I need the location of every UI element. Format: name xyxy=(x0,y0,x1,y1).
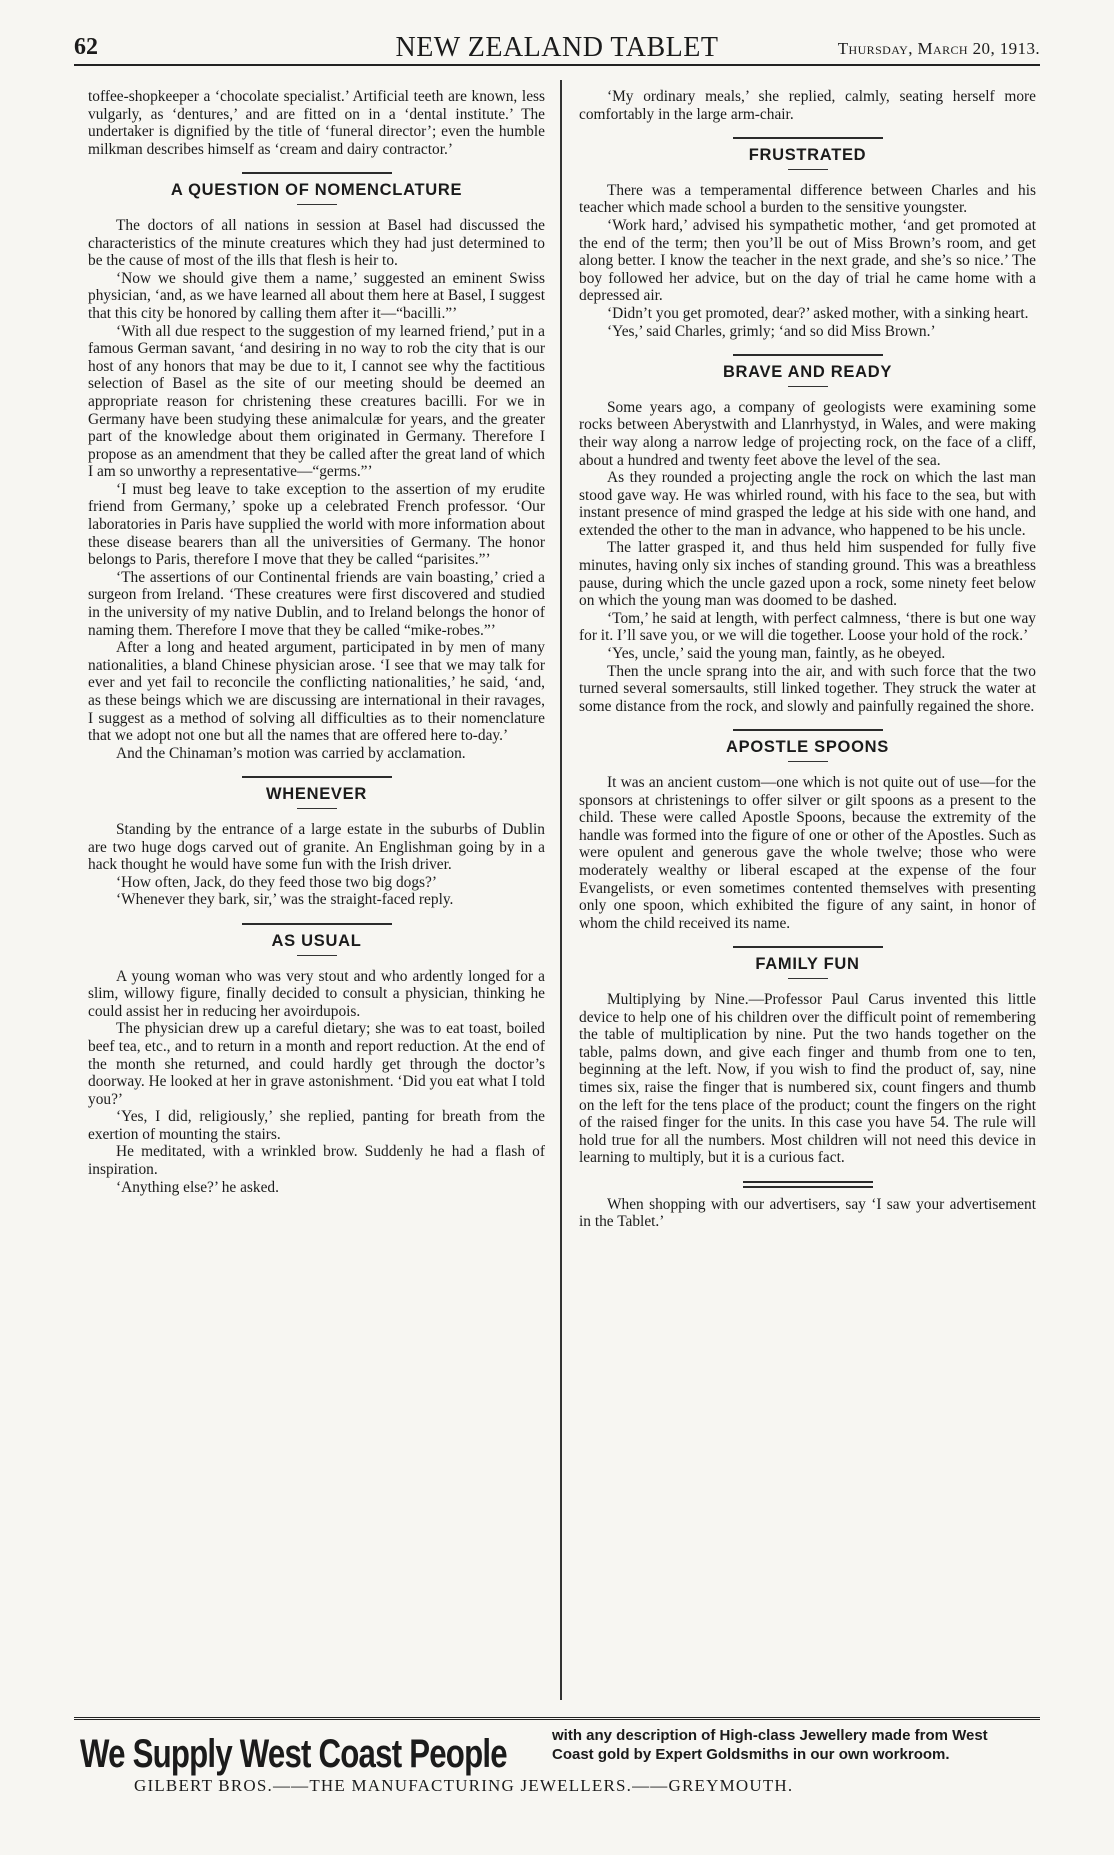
article-brave-and-ready xyxy=(579,364,1036,715)
article-family-fun xyxy=(579,956,1036,1167)
paragraph: Multiplying by Nine.—Professor Paul Carus invented this little device to help one of his children over the difficult point of remembering the table of multiplication by nine. Put the two hands together on the table, palms down, and give each finger and thumb from one to ten, beginning at the left. Now, if you wish to find the product of, say, nine times six, raise the finger that is numbered six, count fingers and thumb on the left for the tens place of the product; count the fingers on the right of the raised finger for the units. In this case you have 54. The rule will hold true for all the numbers. Most children will not need this device in learning to multiply, but it is a curious fact. xyxy=(579,990,1036,1167)
paragraph: ‘The assertions of our Continental friends are vain boasting,’ cried a surgeon from Ireland. ‘These creatures were first discovered and studied in the university of my native Dublin, and to Ireland belongs the honor of naming them. Therefore I move that they be called “mike-robes.”’ xyxy=(88,568,545,639)
article-title: A QUESTION OF NOMENCLATURE xyxy=(170,181,463,200)
paragraph: The doctors of all nations in session at Basel had discussed the characteristics of the minute creatures which they had just determined to be the cause of most of the ills that flesh is heir to. xyxy=(88,216,545,270)
paragraph: A young woman who was very stout and who ardently longed for a slim, willowy figure, finally decided to consult a physician, thinking he could assist her in reducing her avoirdupois. xyxy=(88,967,545,1020)
paragraph: ‘Work hard,’ advised his sympathetic mother, ‘and get promoted at the end of the term; then you’ll be out of Miss Brown’s room, and get along better. I know the teacher in the next grade, and she’s so nice.’ The boy followed her advice, but on the day of trial he came home with a depressed air. xyxy=(579,216,1036,305)
title-underline xyxy=(788,978,828,979)
article-title: FAMILY FUN xyxy=(755,955,860,974)
paragraph: Then the uncle sprang into the air, and with such force that the two turned several somersaults, still linked together. They struck the water at some distance from the rock, and slowly and painfully regained the shore. xyxy=(579,662,1036,715)
masthead xyxy=(74,30,1040,66)
paragraph: ‘Anything else?’ he asked. xyxy=(116,1178,279,1196)
section-divider xyxy=(733,729,883,731)
section-divider xyxy=(242,172,392,174)
article-whenever xyxy=(88,786,545,909)
paragraph: It was an ancient custom—one which is not quite out of use—for the sponsors at christenings to offer silver or gilt spoons as a present to the child. These were called Apostle Spoons, because the extremity of the handle was formed into the figure of one or other of the Apostles. Such as were opulent and generous gave the whole twelve; those who were moderately wealthy or liberal escaped at the expense of the four Evangelists, or even sometimes contented themselves with presenting only one spoon, which exhibited the figure of any saint, in honor of whom the child received its name. xyxy=(579,774,1036,932)
publication-title: NEW ZEALAND TABLET xyxy=(395,32,719,63)
paragraph: Some years ago, a company of geologists were examining some rocks between Aberystwith and Llanrhystyd, in Wales, and were making their way along a narrow ledge of projecting rock, on the face of a cliff, about a hundred and twenty feet above the level of the sea. xyxy=(579,398,1036,469)
issue-date: Thursday, March 20, 1913. xyxy=(837,39,1040,58)
article-apostle-spoons xyxy=(579,739,1036,932)
article-title: FRUSTRATED xyxy=(748,146,867,165)
paragraph: ‘Yes, uncle,’ said the young man, faintly, as he obeyed. xyxy=(607,645,946,663)
title-underline xyxy=(788,761,828,762)
paragraph: He meditated, with a wrinkled brow. Suddenly he had a flash of inspiration. xyxy=(88,1143,545,1179)
page-number: 62 xyxy=(74,34,98,60)
article-frustrated xyxy=(579,147,1036,340)
paragraph: ‘Yes, I did, religiously,’ she replied, panting for breath from the exertion of mounting the stairs. xyxy=(88,1108,545,1143)
section-divider xyxy=(733,137,883,139)
article-title: WHENEVER xyxy=(266,785,367,804)
left-column xyxy=(88,88,545,1196)
intro-section xyxy=(88,88,545,158)
section-divider xyxy=(733,946,883,948)
paragraph: As they rounded a projecting angle the rock on which the last man stood gave way. He was whirled round, with his face to the sea, but with instant presence of mind grasped the ledge at his side with one hand, and extended the other to the man in advance, who happened to be his uncle. xyxy=(579,469,1036,539)
title-underline xyxy=(297,204,337,205)
ad-footer: GILBERT BROS.——THE MANUFACTURING JEWELLERS.——GREYMOUTH. xyxy=(134,1776,794,1795)
article-question-of-nomenclature xyxy=(88,182,545,762)
paragraph: After a long and heated argument, participated in by men of many nationalities, a bland Chinese physician arose. ‘I see that we may talk for ever and yet fail to reconcile the conflicting nationalities,’ he said, ‘and, as these beings which we are discussing are international in their ravages, I suggest as a method of solving all difficulties as to their nomenclature that we adopt not one but all the names that are offered here to-day.’ xyxy=(88,639,545,745)
article-title: APOSTLE SPOONS xyxy=(726,738,889,757)
advertisement xyxy=(74,1717,1040,1805)
section-divider xyxy=(733,354,883,356)
paragraph: toffee-shopkeeper a ‘chocolate specialist.’ Artificial teeth are known, less vulgarly, as ‘dentures,’ and are fitted on in a ‘dental institute.’ The undertaker is dignified by the title of ‘funeral director’; even the humble milkman describes himself as ‘cream and dairy contractor.’ xyxy=(88,88,545,158)
paragraph: ‘With all due respect to the suggestion of my learned friend,’ put in a famous German savant, ‘and desiring in no way to rob the city that is our host of any honors that may be due to it, I cannot see why the factitious selection of Basel as the site of our meeting should be deemed an appropriate reason for christening these creatures bacilli. For we in Germany have been studying these animalculæ for years, and the greater part of the knowledge about them originated in Germany. Therefore I propose as an amendment that they be called after the great land of which I am so unworthy a representative—“germs.”’ xyxy=(88,322,545,481)
paragraph: ‘Whenever they bark, sir,’ was the straight-faced reply. xyxy=(116,891,454,909)
paragraph: ‘Didn’t you get promoted, dear?’ asked mother, with a sinking heart. xyxy=(607,304,1029,322)
paragraph: ‘Tom,’ he said at length, with perfect calmness, ‘there is but one way for it. I’ll save you, or we will die together. Loose your hold of the rock.’ xyxy=(579,609,1036,645)
paragraph: ‘I must beg leave to take exception to the assertion of my erudite friend from Germany,’ spoke up a celebrated French professor. ‘Our laboratories in Paris have supplied the world with more information about these disease bearers than all the universities of Germany. The honor belongs to Paris, therefore I move that they be called “parisites.”’ xyxy=(88,480,545,569)
paragraph: ‘Now we should give them a name,’ suggested an eminent Swiss physician, ‘and, as we have learned all about them here at Basel, I suggest that this city be honored by calling them after it—“bacilli.”’ xyxy=(88,269,545,322)
right-column xyxy=(579,88,1036,1231)
article-as-usual xyxy=(88,933,545,1196)
title-underline xyxy=(788,169,828,170)
paragraph: ‘Yes,’ said Charles, grimly; ‘and so did Miss Brown.’ xyxy=(607,322,936,340)
paragraph: ‘My ordinary meals,’ she replied, calmly, seating herself more comfortably in the large arm-chair. xyxy=(579,88,1036,123)
paragraph: ‘How often, Jack, do they feed those two big dogs?’ xyxy=(116,873,437,891)
section-divider xyxy=(242,776,392,778)
title-underline xyxy=(788,386,828,387)
paragraph: Standing by the entrance of a large estate in the suburbs of Dublin are two huge dogs carved out of granite. An Englishman going by in a hack thought he would have some fun with the Irish driver. xyxy=(88,820,545,874)
shopping-note: When shopping with our advertisers, say ‘I saw your advertisement in the Tablet.’ xyxy=(579,1195,1036,1231)
section-divider-double xyxy=(743,1181,873,1188)
title-underline xyxy=(297,955,337,956)
ad-line-2: Coast gold by Expert Goldsmiths in our own workroom. xyxy=(552,1746,950,1763)
ad-headline: We Supply West Coast People xyxy=(80,1732,507,1776)
paragraph: There was a temperamental difference between Charles and his teacher which made school a burden to the sensitive youngster. xyxy=(579,181,1036,217)
ad-description xyxy=(552,1726,1040,1764)
column-divider xyxy=(560,80,562,1700)
section-divider xyxy=(242,923,392,925)
paragraph: The latter grasped it, and thus held him suspended for fully five minutes, having only six inches of standing ground. This was a breathless pause, during which the uncle gazed upon a rock, some ninety feet below on which the young man was doomed to be dashed. xyxy=(579,539,1036,610)
title-underline xyxy=(297,808,337,809)
continuation-section xyxy=(579,88,1036,123)
article-title: BRAVE AND READY xyxy=(722,363,893,382)
paragraph: And the Chinaman’s motion was carried by acclamation. xyxy=(116,744,466,762)
paragraph: The physician drew up a careful dietary; she was to eat toast, boiled beef tea, etc., and to return in a month and report reduction. At the end of the month she returned, and could hardly get through the doctor’s doorway. He looked at her in grave astonishment. ‘Did you eat what I told you?’ xyxy=(88,1020,545,1108)
ad-line-1: with any description of High-class Jewellery made from West xyxy=(552,1727,988,1744)
article-title: AS USUAL xyxy=(271,931,362,950)
